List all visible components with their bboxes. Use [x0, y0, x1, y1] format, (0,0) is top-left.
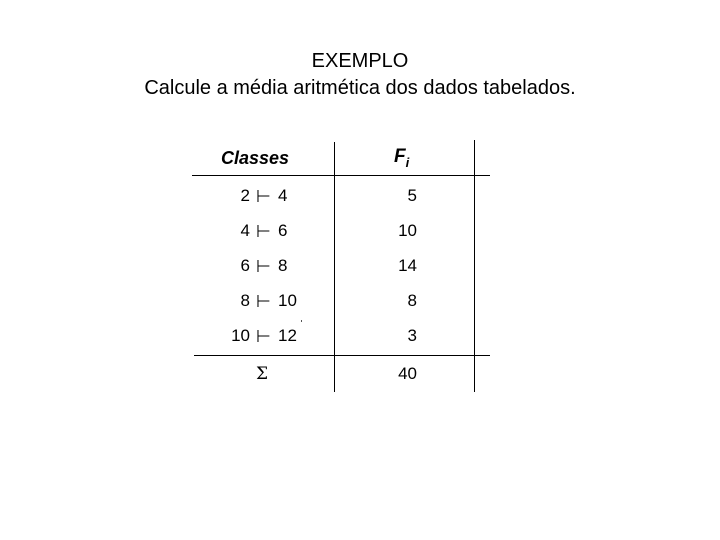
- frequency-value: 5: [407, 186, 417, 205]
- table-row: [190, 256, 490, 280]
- header-classes: Classes: [221, 148, 290, 168]
- table-row: [190, 291, 490, 315]
- scan-speck: [301, 320, 302, 322]
- class-upper: 6: [278, 221, 288, 240]
- class-lower: 10: [231, 326, 250, 345]
- interval-symbol: ⊢: [256, 257, 271, 276]
- header-fi-letter: F: [394, 146, 406, 167]
- header-fi-subscript: i: [405, 154, 410, 170]
- frequency-value: 14: [398, 256, 417, 275]
- title-line-1: EXEMPLO: [311, 50, 409, 72]
- sigma-symbol: Σ: [256, 364, 269, 384]
- interval-symbol: ⊢: [256, 187, 271, 206]
- frequency-value: 3: [407, 326, 417, 345]
- total-frequency: 40: [398, 364, 417, 383]
- interval-symbol: ⊢: [256, 327, 271, 346]
- frequency-value: 8: [407, 291, 417, 310]
- table-row: [190, 326, 490, 350]
- class-lower: 6: [240, 256, 250, 275]
- class-lower: 4: [240, 221, 250, 240]
- class-upper: 12: [278, 326, 297, 345]
- class-upper: 4: [278, 186, 288, 205]
- class-lower: 8: [240, 291, 250, 310]
- header-rule: [192, 175, 490, 176]
- title-line-2: Calcule a média aritmética dos dados tabelados.: [144, 77, 576, 99]
- class-upper: 10: [278, 291, 297, 310]
- interval-symbol: ⊢: [256, 222, 271, 241]
- frequency-table: [190, 140, 490, 392]
- total-row: [190, 364, 490, 388]
- class-lower: 2: [240, 186, 250, 205]
- total-rule: [194, 355, 490, 356]
- frequency-value: 10: [398, 221, 417, 240]
- table-row: [190, 186, 490, 210]
- header-fi: [394, 146, 409, 170]
- table-row: [190, 221, 490, 245]
- slide-title: [0, 48, 720, 102]
- interval-symbol: ⊢: [256, 292, 271, 311]
- class-upper: 8: [278, 256, 288, 275]
